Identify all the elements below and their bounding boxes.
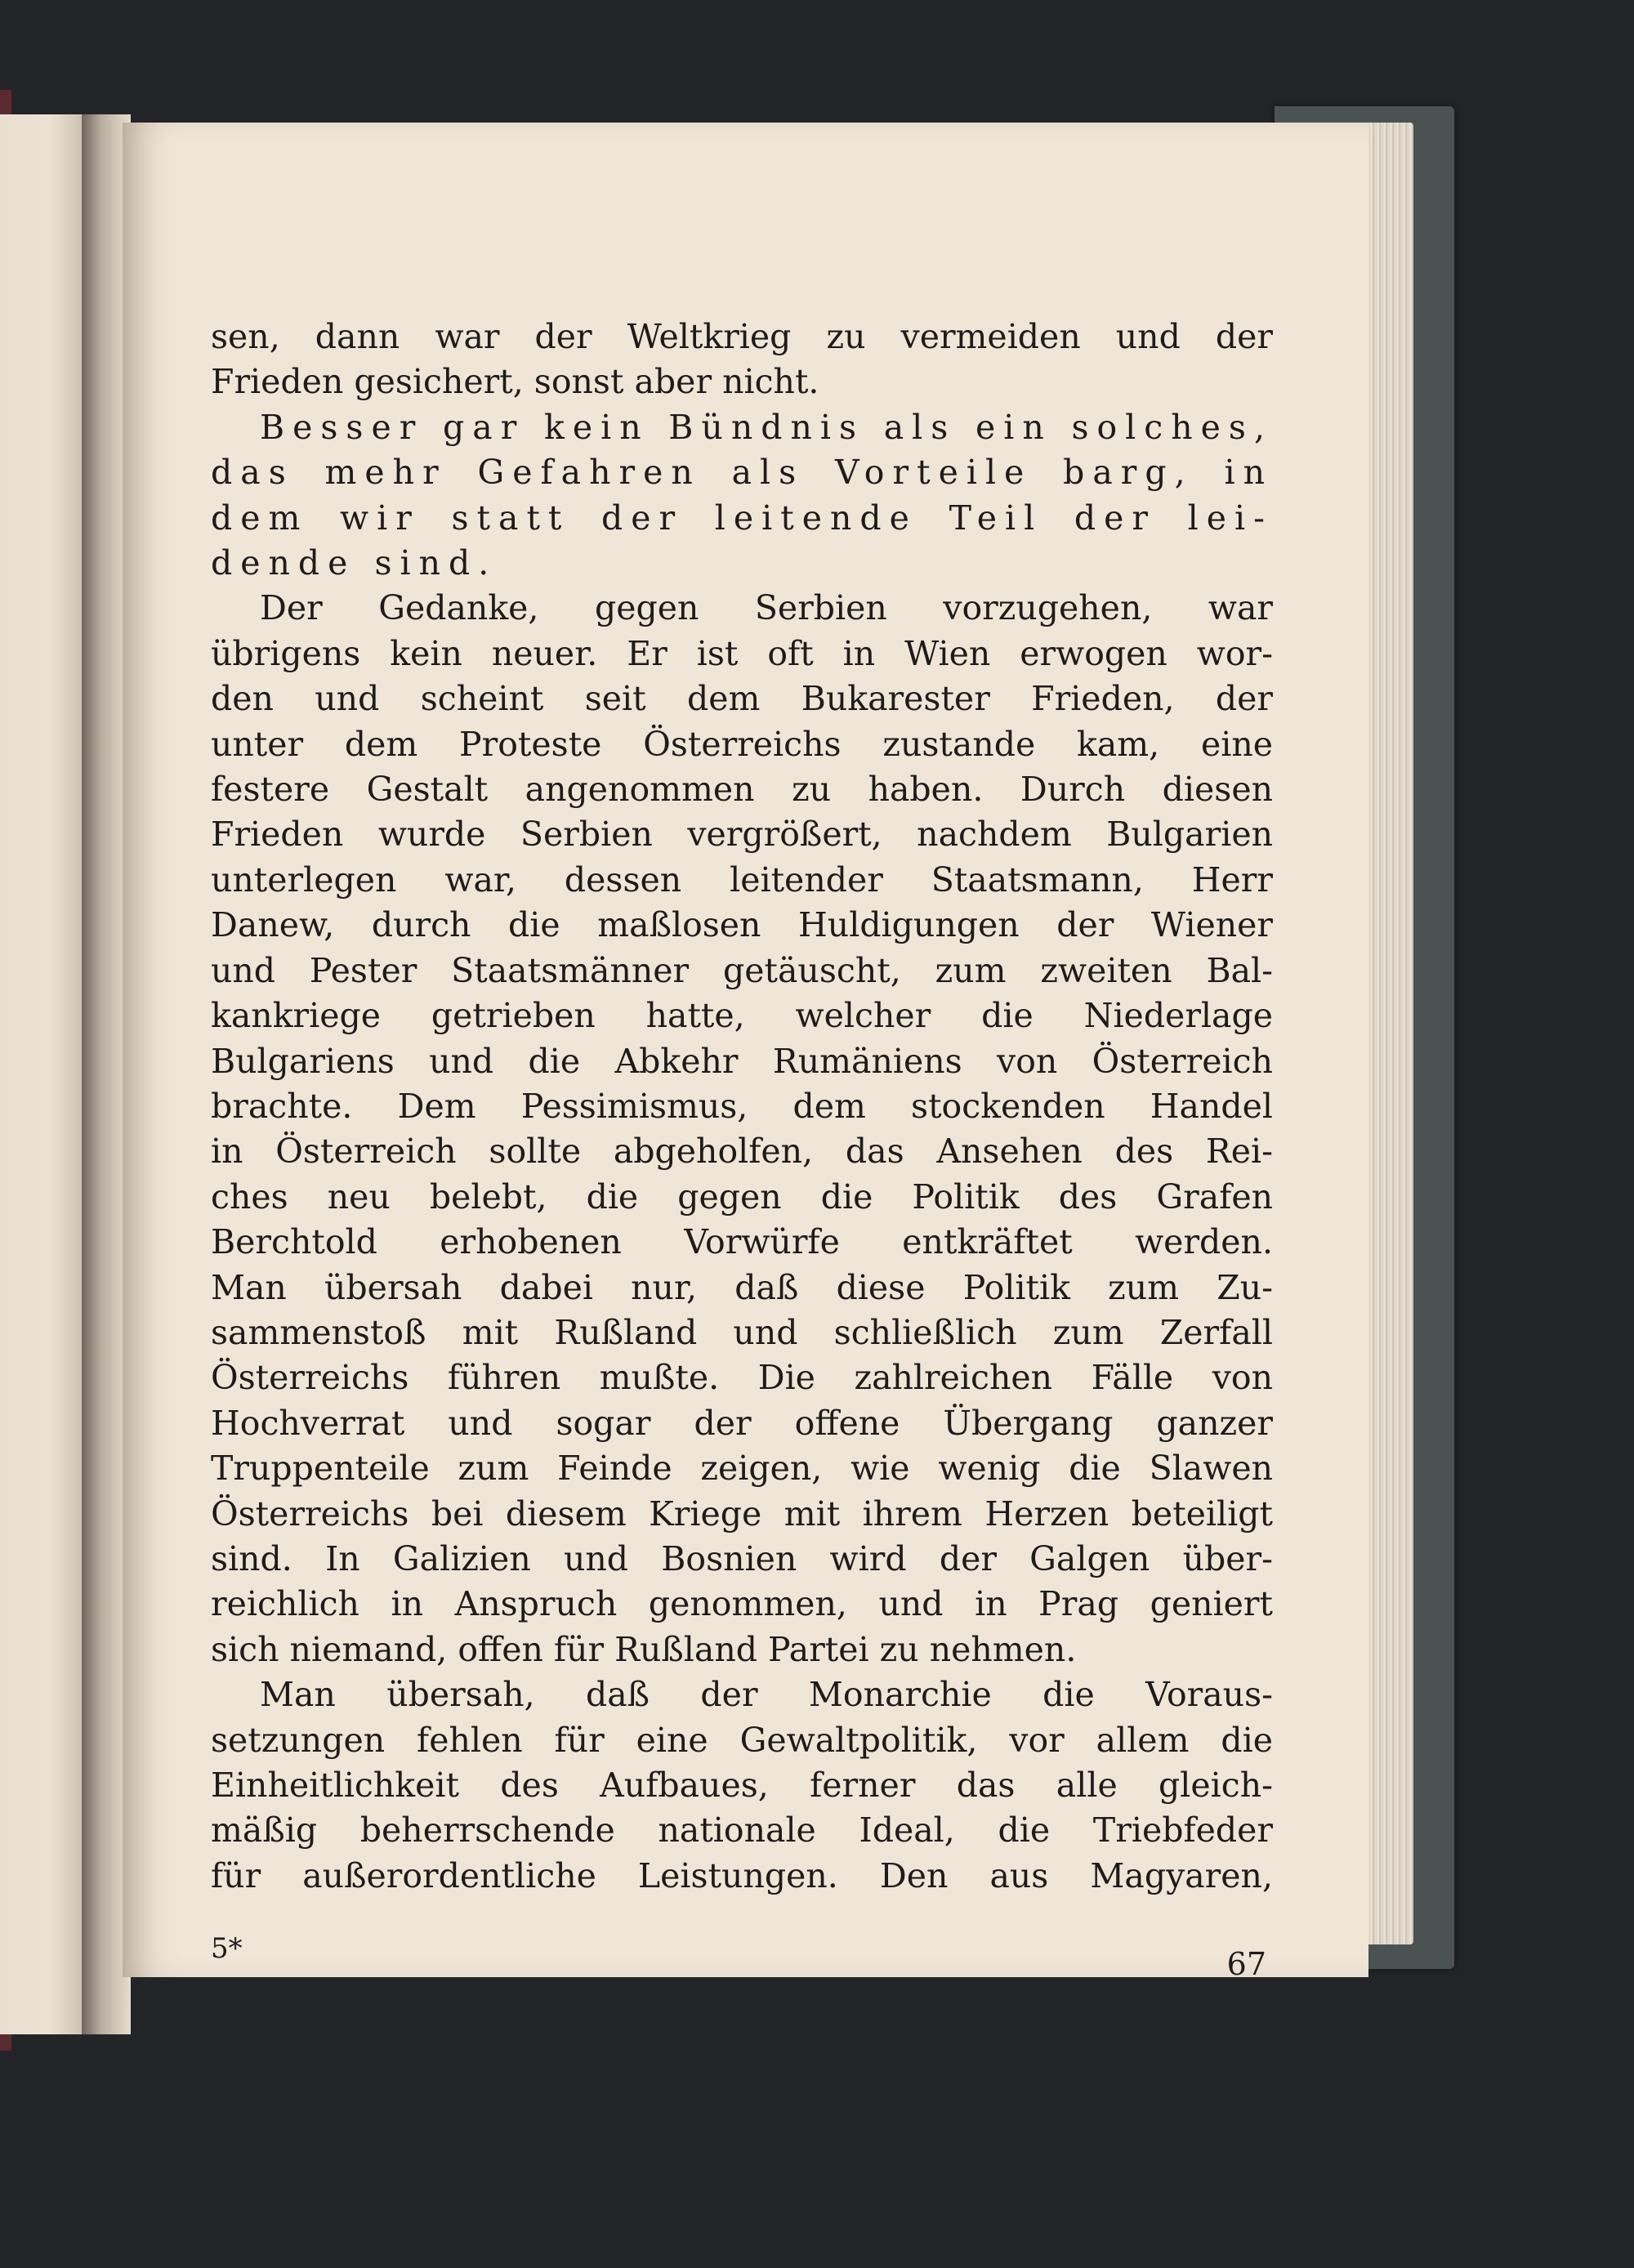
text-line: mäßig beherrschende nationale Ideal, die Triebfeder [211, 1810, 1273, 1851]
text-line: festere Gestalt angenommen zu haben. Durch diesen [211, 770, 1273, 810]
paragraph-2-emphasized [211, 405, 1273, 587]
text-line: übrigens kein neuer. Er ist oft in Wien erwogen wor- [211, 633, 1273, 673]
text-line: in Österreich sollte abgeholfen, das Ansehen des Rei- [211, 1132, 1273, 1172]
text-line: Frieden gesichert, sonst aber nicht. [211, 362, 819, 402]
text-line: sind. In Galizien und Bosnien wird der Galgen über- [211, 1538, 1273, 1578]
text-line: Hochverrat und sogar der offene Übergang ganzer [211, 1403, 1273, 1443]
text-line: Berchtold erhobenen Vorwürfe entkräftet werden. [211, 1222, 1273, 1262]
text-line: Man übersah, daß der Monarchie die Voraus- [260, 1675, 1273, 1715]
text-line: brachte. Dem Pessimismus, dem stockenden Handel [211, 1086, 1273, 1126]
text-line: Frieden wurde Serbien vergrößert, nachdem Bulgarien [211, 815, 1273, 855]
book-page [123, 123, 1368, 1982]
text-line: den und scheint seit dem Bukarester Frieden, der [211, 679, 1273, 719]
text-line: dende sind. [211, 543, 498, 583]
text-line: Einheitlichkeit des Aufbaues, ferner das alle gleich- [211, 1766, 1273, 1805]
text-line: setzungen fehlen für eine Gewaltpolitik, vor allem die [211, 1720, 1273, 1760]
text-line: und Pester Staatsmänner getäuscht, zum zweiten Bal- [211, 950, 1273, 990]
left-page-edge [0, 114, 83, 2034]
text-line: unter dem Proteste Österreichs zustande kam, eine [211, 724, 1273, 764]
text-line: Bulgariens und die Abkehr Rumäniens von Österreich [211, 1041, 1273, 1081]
paragraph-3 [211, 586, 1273, 1672]
text-line: Besser gar kein Bündnis als ein solches, [260, 407, 1273, 447]
text-line: sen, dann war der Weltkrieg zu vermeiden und der [211, 317, 1273, 356]
text-line: reichlich in Anspruch genommen, und in Prag geniert [211, 1584, 1273, 1624]
text-block [211, 315, 1273, 1899]
text-line: Österreichs bei diesem Kriege mit ihrem Herzen beteiligt [211, 1493, 1273, 1534]
text-line: Österreichs führen mußte. Die zahlreichen Fälle von [211, 1358, 1273, 1398]
paragraph-4 [211, 1672, 1273, 1899]
text-line: Man übersah dabei nur, daß diese Politik zum Zu- [211, 1267, 1273, 1307]
text-line: sich niemand, offen für Rußland Partei zu nehmen. [211, 1629, 1077, 1669]
text-line: für außerordentliche Leistungen. Den aus Magyaren, [211, 1855, 1273, 1895]
paragraph-1 [211, 315, 1273, 405]
text-line: ches neu belebt, die gegen die Politik des Grafen [211, 1176, 1273, 1217]
text-line: unterlegen war, dessen leitender Staatsmann, Herr [211, 859, 1273, 900]
page-number: 67 [1226, 1946, 1266, 1982]
text-line: Der Gedanke, gegen Serbien vorzugehen, war [260, 588, 1273, 628]
text-line: Truppenteile zum Feinde zeigen, wie wenig die Slawen [211, 1449, 1273, 1489]
signature-mark: 5* [211, 1932, 243, 1965]
text-line: dem wir statt der leitende Teil der lei- [211, 498, 1273, 538]
text-line: das mehr Gefahren als Vorteile barg, in [211, 453, 1273, 493]
text-line: Danew, durch die maßlosen Huldigungen der Wiener [211, 905, 1273, 945]
text-line: kankriege getrieben hatte, welcher die Niederlage [211, 996, 1273, 1036]
text-line: sammenstoß mit Rußland und schließlich zum Zerfall [211, 1312, 1273, 1352]
